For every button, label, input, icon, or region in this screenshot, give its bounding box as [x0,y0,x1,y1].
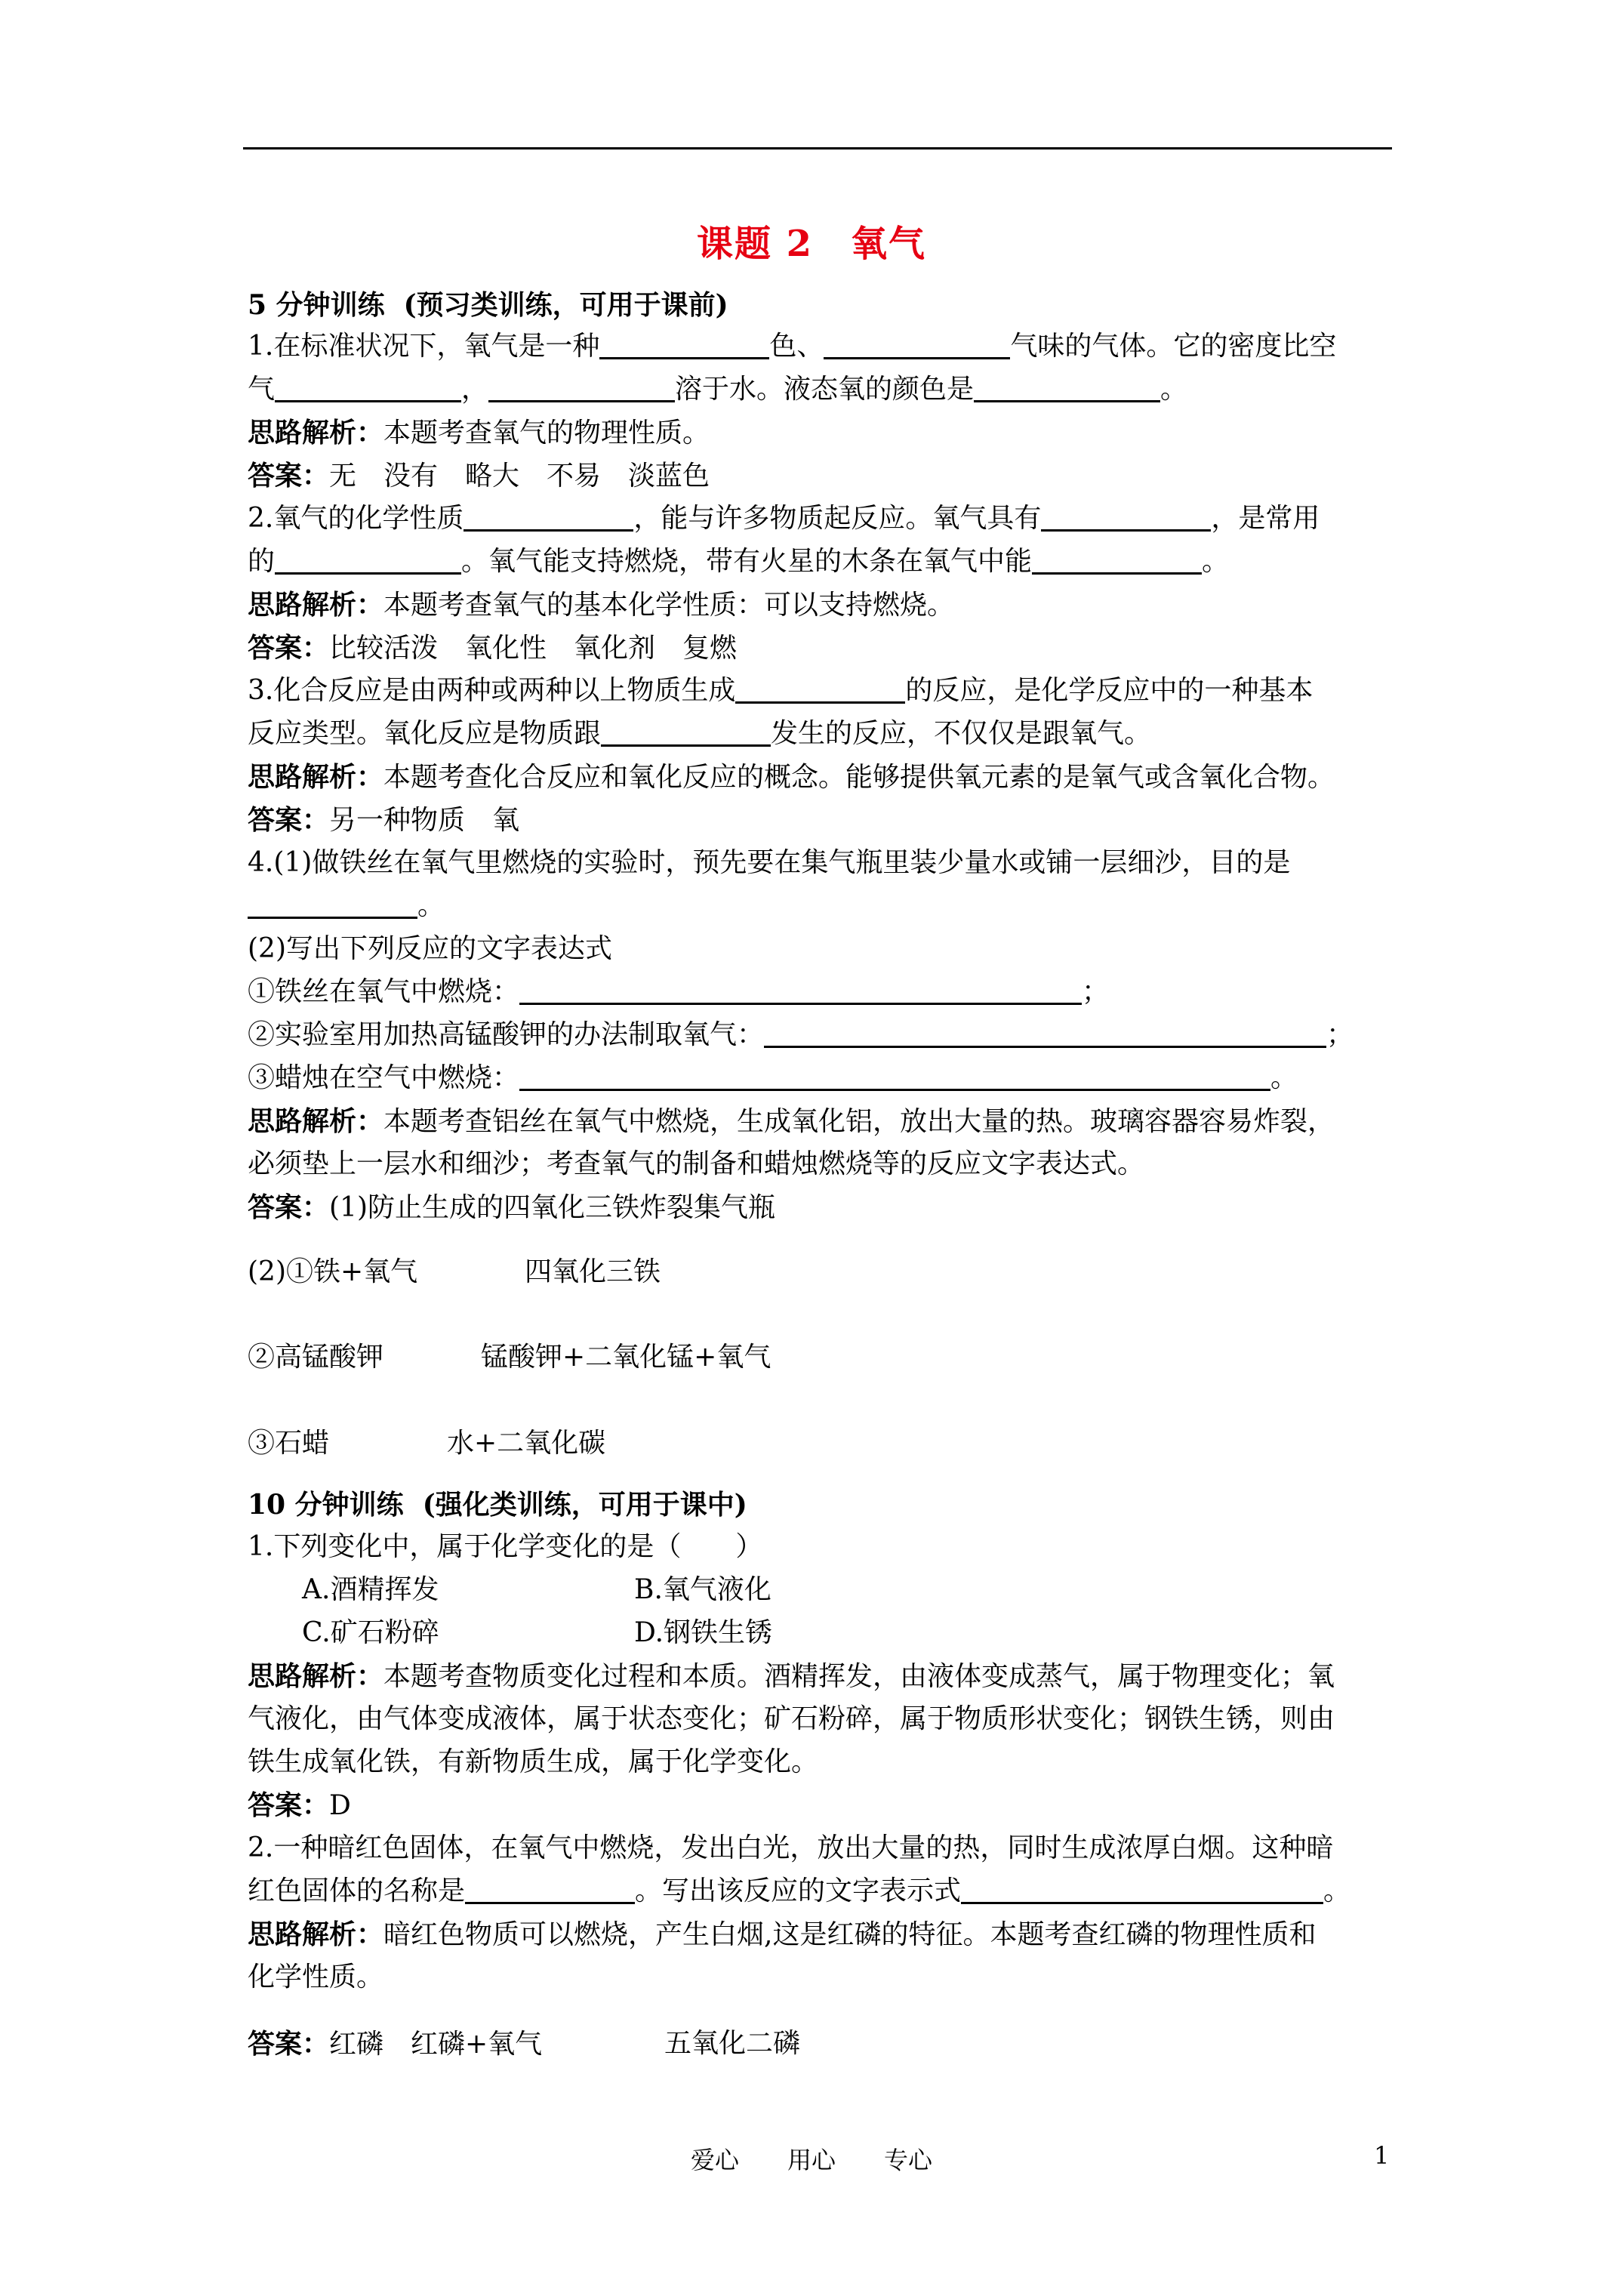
page-number: 1 [1374,2141,1390,2170]
s2-q2-line1: 2.一种暗红色固体，在氧气中燃烧，发出白光，放出大量的热，同时生成浓厚白烟。这种暗 [248,1832,1334,1863]
s1-q4-analysis-1: 思路解析：本题考查铝丝在氧气中燃烧，生成氧化铝，放出大量的热。玻璃容器容易炸裂， [248,1105,1335,1137]
answer-blank[interactable] [961,1875,1323,1904]
s2-q2-line2: 红色固体的名称是 。写出该反应的文字表示式 。 [248,1875,1351,1906]
s1-q1-line1: 1.在标准状况下，氧气是一种 色、 气味的气体。它的密度比空 [248,331,1337,362]
answer-blank[interactable] [1041,502,1211,532]
s2-q2-answer-product: 五氧化二磷 [664,2028,801,2059]
s1-q4-line4: ①铁丝在氧气中燃烧： ； [248,976,1110,1007]
s1-q4-answer-1: 答案：(1)防止生成的四氧化三铁炸裂集气瓶 [248,1191,776,1223]
s2-q1-option-d: D.钢铁生锈 [634,1617,773,1648]
s1-q4-answer-4a: ③石蜡 [248,1428,330,1459]
s1-q4-line2: 。 [248,889,445,923]
s2-q1-option-b: B.氧气液化 [634,1574,771,1605]
s1-q4-line5: ②实验室用加热高锰酸钾的办法制取氧气： ； [248,1019,1354,1050]
section-heading-5min: 5 分钟训练 (预习类训练，可用于课前) [248,289,728,321]
answer-blank[interactable] [275,545,461,575]
s1-q2-line1: 2.氧气的化学性质 ，能与许多物质起反应。氧气具有 ，是常用 [248,503,1320,534]
s1-q4-answer-3b: 锰酸钾+二氧化锰+氧气 [481,1342,771,1373]
page-title: 课题 2 氧气 [696,223,927,265]
s1-q4-answer-3a: ②高锰酸钾 [248,1342,384,1373]
s2-q1-analysis-2: 气液化，由气体变成液体，属于状态变化；矿石粉碎，属于物质形状变化；钢铁生锈，则由 [248,1703,1335,1734]
s1-q3-analysis: 思路解析：本题考查化合反应和氧化反应的概念。能够提供氧元素的是氧气或含氧化合物。 [248,761,1335,793]
answer-blank[interactable] [599,330,769,359]
s2-q1-analysis-1: 思路解析：本题考查物质变化过程和本质。酒精挥发，由液体变成蒸气，属于物理变化；氧 [248,1660,1335,1692]
header-rule [243,147,1392,149]
s2-q1-answer: 答案：D [248,1789,351,1821]
footer-slogan: 爱心 用心 专心 [690,2146,932,2174]
s2-q2-analysis-1: 思路解析：暗红色物质可以燃烧，产生白烟,这是红磷的特征。本题考查红磷的物理性质和 [248,1918,1317,1950]
s1-q4-answer-2a: (2)①铁+氧气 [248,1256,418,1287]
s1-q4-analysis-2: 必须垫上一层水和细沙；考查氧气的制备和蜡烛燃烧等的反应文字表达式。 [248,1148,1145,1179]
s2-q1: 1.下列变化中，属于化学变化的是（ ） [248,1531,763,1562]
s1-q1-answer: 答案：无 没有 略大 不易 淡蓝色 [248,460,710,492]
s1-q3-answer: 答案：另一种物质 氧 [248,804,520,836]
answer-blank[interactable] [519,975,1082,1005]
answer-blank[interactable] [735,674,905,704]
s2-q2-analysis-2: 化学性质。 [248,1962,384,1992]
answer-blank[interactable] [1032,545,1202,575]
answer-blank[interactable] [974,373,1160,402]
s1-q2-analysis: 思路解析：本题考查氧气的基本化学性质：可以支持燃烧。 [248,589,955,621]
s2-q2-answer: 答案：红磷 红磷+氧气 [248,2028,543,2060]
s1-q1-line2: 气 ， 溶于水。液态氧的颜色是 。 [248,374,1188,405]
answer-blank[interactable] [764,1019,1326,1048]
answer-blank[interactable] [248,889,417,919]
answer-blank[interactable] [601,717,771,747]
s1-q2-line2: 的 。氧气能支持燃烧，带有火星的木条在氧气中能 。 [248,546,1230,577]
section-heading-10min: 10 分钟训练 (强化类训练，可用于课中) [248,1489,747,1521]
s1-q4-answer-4b: 水+二氧化碳 [447,1428,606,1459]
s1-q1-analysis: 思路解析：本题考查氧气的物理性质。 [248,417,710,448]
s1-q2-answer: 答案：比较活泼 氧化性 氧化剂 复燃 [248,632,738,664]
answer-blank[interactable] [463,502,633,532]
s1-q3-line2: 反应类型。氧化反应是物质跟 发生的反应，不仅仅是跟氧气。 [248,718,1152,749]
s1-q4-line6: ③蜡烛在空气中燃烧： 。 [248,1062,1298,1093]
answer-blank[interactable] [275,373,461,402]
s2-q1-option-c: C.矿石粉碎 [302,1617,439,1648]
s1-q3-line1: 3.化合反应是由两种或两种以上物质生成 的反应，是化学反应中的一种基本 [248,675,1313,706]
answer-blank[interactable] [824,330,1010,359]
s2-q1-analysis-3: 铁生成氧化铁，有新物质生成，属于化学变化。 [248,1746,819,1777]
answer-blank[interactable] [488,373,675,402]
s1-q4-answer-2b: 四氧化三铁 [525,1256,661,1287]
answer-blank[interactable] [519,1062,1270,1091]
s1-q4-line1: 4.(1)做铁丝在氧气里燃烧的实验时，预先要在集气瓶里装少量水或铺一层细沙，目的是 [248,847,1291,878]
s1-q4-line3: (2)写出下列反应的文字表达式 [248,933,612,964]
answer-blank[interactable] [465,1875,635,1904]
s2-q1-option-a: A.酒精挥发 [302,1574,439,1605]
